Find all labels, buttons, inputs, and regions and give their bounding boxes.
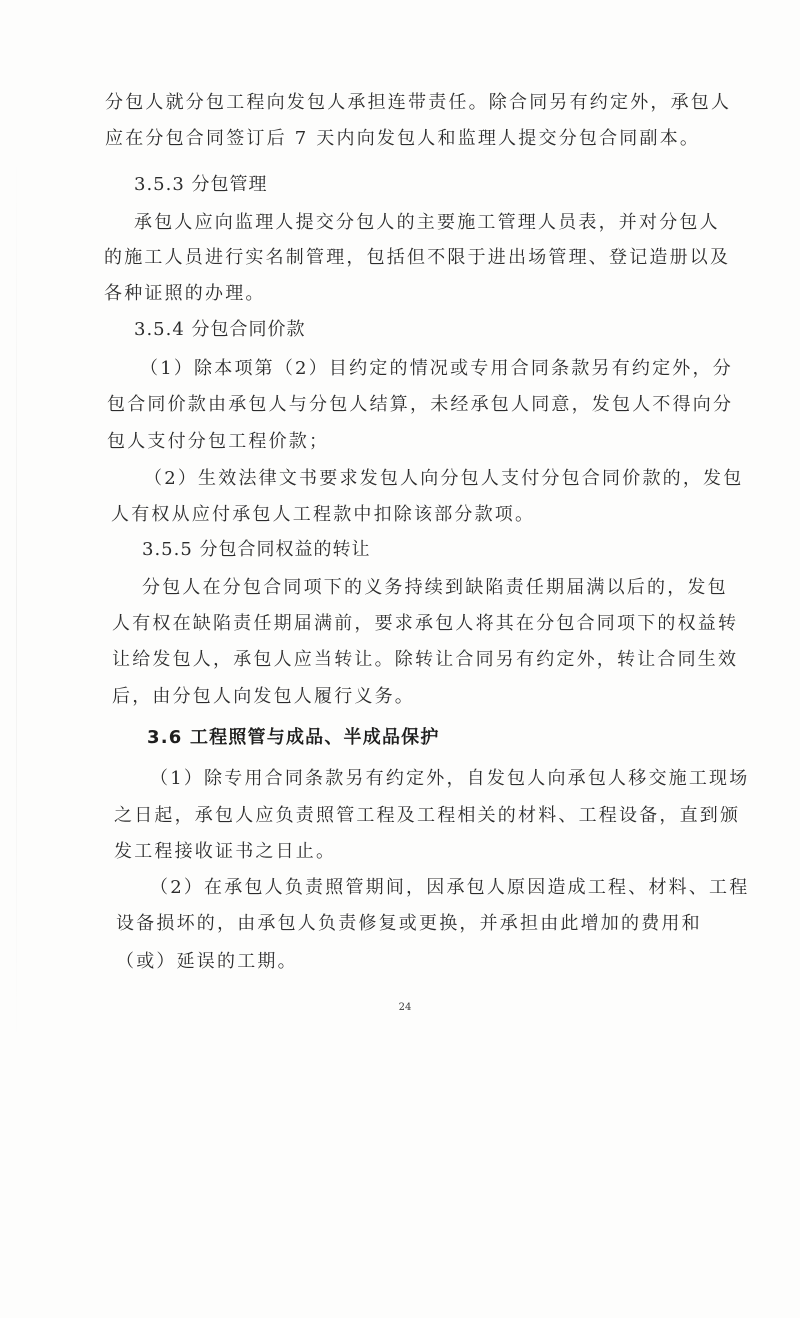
body-line: 应在分包合同签订后 7 天内向发包人和监理人提交分包合同副本。 bbox=[105, 128, 701, 149]
body-line: 发工程接收证书之日止。 bbox=[114, 841, 337, 862]
body-line: 的施工人员进行实名制管理，包括但不限于进出场管理、登记造册以及 bbox=[104, 247, 731, 268]
body-line: 让给发包人，承包人应当转让。除转让合同另有约定外，转让合同生效 bbox=[112, 649, 739, 670]
body-line: （2）在承包人负责照管期间，因承包人原因造成工程、材料、工程 bbox=[150, 877, 750, 898]
body-line: 承包人应向监理人提交分包人的主要施工管理人员表，并对分包人 bbox=[134, 212, 720, 233]
body-line: 之日起，承包人应负责照管工程及工程相关的材料、工程设备，直到颁 bbox=[114, 805, 741, 826]
body-line: 人有权从应付承包人工程款中扣除该部分款项。 bbox=[111, 504, 536, 525]
body-line: 后，由分包人向发包人履行义务。 bbox=[112, 686, 415, 707]
body-line: 分包人在分包合同项下的义务持续到缺陷责任期届满以后的，发包 bbox=[142, 577, 728, 598]
body-line: 包合同价款由承包人与分包人结算，未经承包人同意，发包人不得向分 bbox=[107, 394, 734, 415]
section-heading: 3.6 工程照管与成品、半成品保护 bbox=[147, 727, 440, 748]
body-line: 分包人就分包工程向发包人承担连带责任。除合同另有约定外，承包人 bbox=[105, 92, 732, 113]
scan-edge bbox=[16, 150, 17, 1050]
subsection-heading: 3.5.5 分包合同权益的转让 bbox=[142, 539, 371, 560]
body-line: 包人支付分包工程价款； bbox=[107, 431, 330, 452]
body-line: 人有权在缺陷责任期届满前，要求承包人将其在分包合同项下的权益转 bbox=[112, 613, 739, 634]
body-line: （1）除专用合同条款另有约定外，自发包人向承包人移交施工现场 bbox=[150, 768, 750, 789]
body-line: （2）生效法律文书要求发包人向分包人支付分包合同价款的，发包 bbox=[144, 468, 744, 489]
body-line: 各种证照的办理。 bbox=[104, 283, 266, 304]
subsection-heading: 3.5.3 分包管理 bbox=[134, 174, 268, 195]
page-number: 24 bbox=[398, 1002, 412, 1013]
body-line: （1）除本项第（2）目约定的情况或专用合同条款另有约定外，分 bbox=[140, 358, 733, 379]
body-line: （或）延误的工期。 bbox=[116, 951, 298, 972]
body-line: 设备损坏的，由承包人负责修复或更换，并承担由此增加的费用和 bbox=[116, 913, 702, 934]
subsection-heading: 3.5.4 分包合同价款 bbox=[134, 319, 306, 340]
